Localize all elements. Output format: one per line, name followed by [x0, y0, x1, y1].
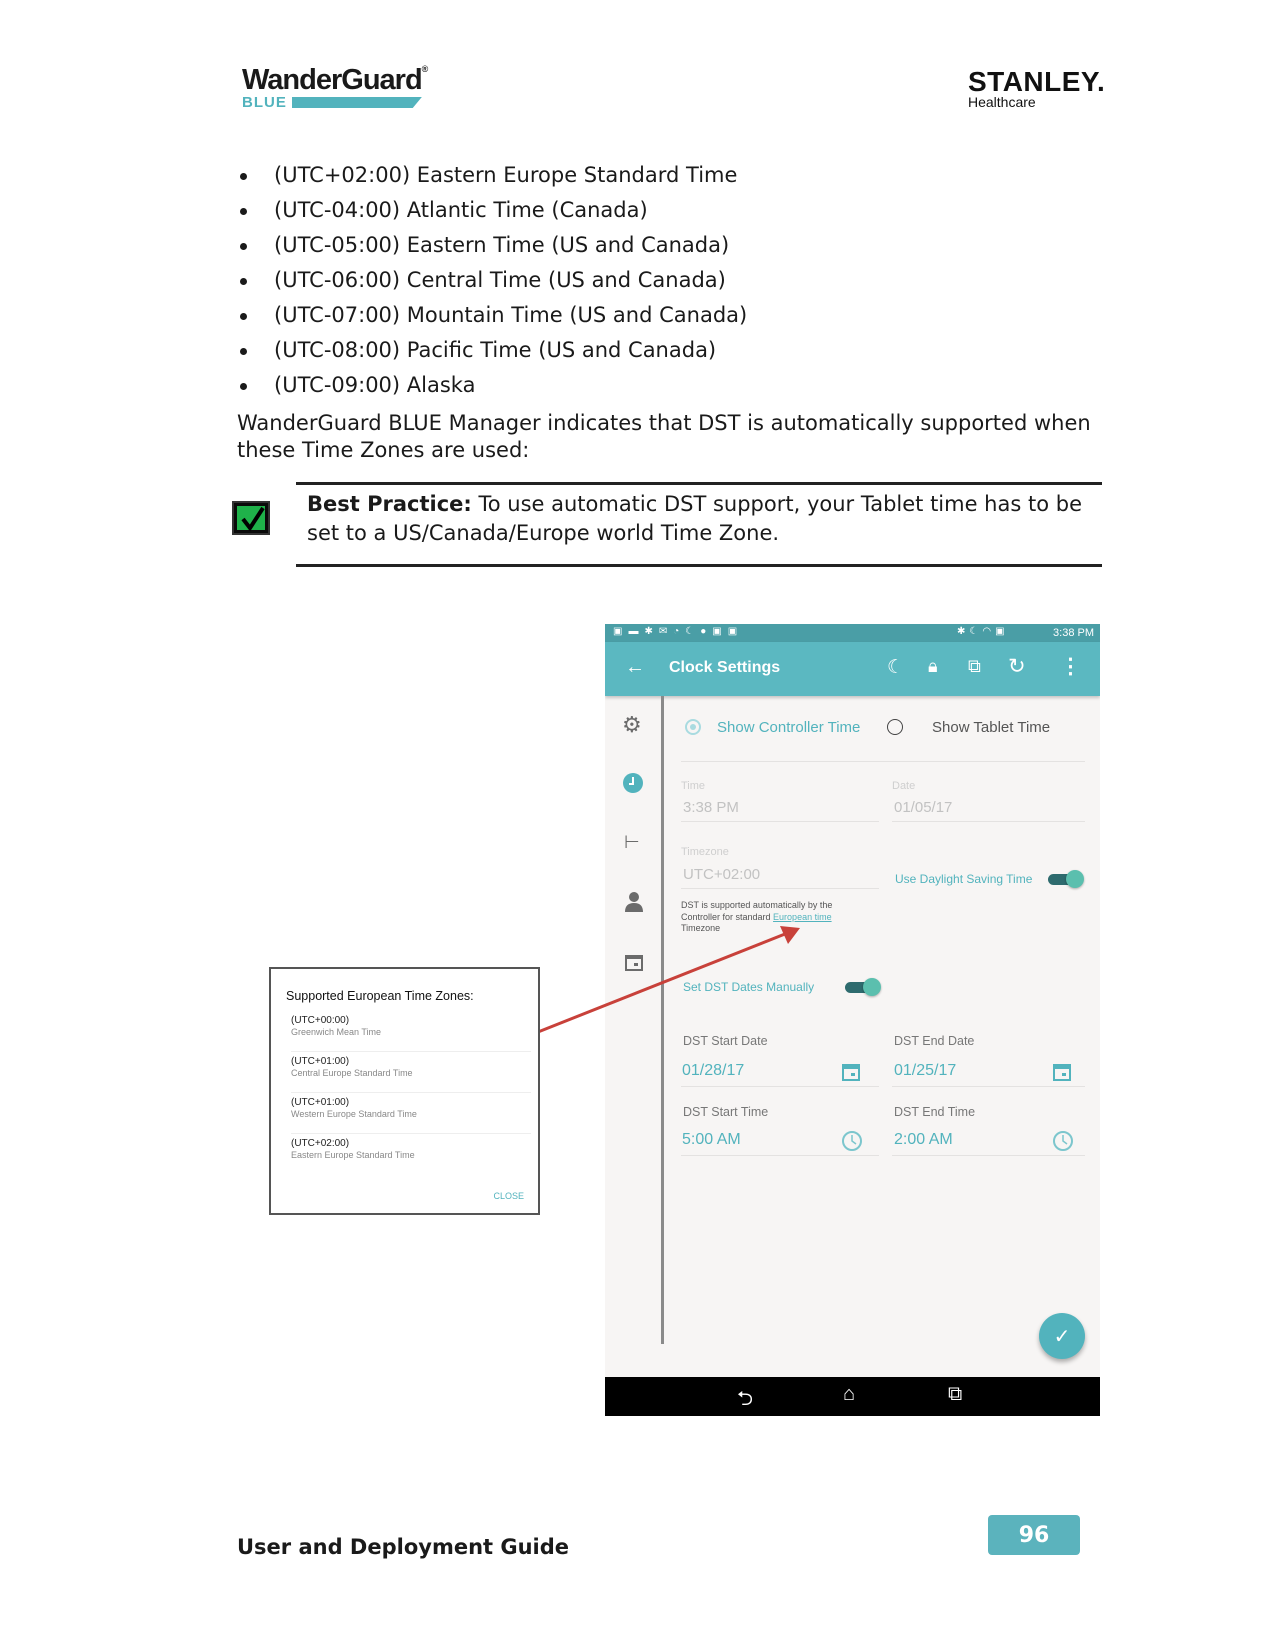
list-item[interactable]: (UTC+00:00) Greenwich Mean Time [291, 1011, 531, 1052]
list-item: (UTC-09:00) Alaska [236, 370, 747, 405]
list-item: (UTC-04:00) Atlantic Time (Canada) [236, 195, 747, 230]
footer-title: User and Deployment Guide [237, 1535, 570, 1559]
show-controller-time-label[interactable]: Show Controller Time [717, 719, 861, 736]
dst-end-time-field[interactable]: 2:00 AM [894, 1131, 953, 1148]
dst-start-date-field[interactable]: 01/28/17 [682, 1062, 745, 1079]
dst-end-time-label: DST End Time [894, 1105, 976, 1119]
list-item[interactable]: (UTC+01:00) Central Europe Standard Time [291, 1052, 531, 1093]
dst-end-date-field[interactable]: 01/25/17 [894, 1062, 957, 1079]
show-tablet-time-label[interactable]: Show Tablet Time [932, 719, 1051, 736]
home-icon[interactable]: ⌂ [843, 1383, 856, 1405]
timezone-label: Timezone [681, 846, 729, 858]
back-arrow-icon[interactable]: ← [625, 656, 645, 678]
system-icons: ✱☾◠▣ [957, 626, 1009, 637]
page-title: Clock Settings [669, 659, 781, 676]
date-label: Date [892, 780, 916, 792]
list-item[interactable]: (UTC+01:00) Western Europe Standard Time [291, 1093, 531, 1134]
european-time-link[interactable]: European time [773, 911, 832, 922]
date-field: 01/05/17 [894, 799, 953, 816]
best-practice-label: Best Practice: [307, 492, 472, 516]
gear-icon[interactable]: ⚙ [622, 712, 642, 737]
page-number: 96 [988, 1515, 1080, 1555]
back-icon[interactable]: ⮌ [737, 1388, 754, 1410]
time-label: Time [681, 780, 706, 792]
dst-start-time-label: DST Start Time [683, 1105, 769, 1119]
refresh-icon[interactable]: ↻ [1008, 655, 1026, 678]
list-item: (UTC-05:00) Eastern Time (US and Canada) [236, 230, 747, 265]
dst-start-date-label: DST Start Date [683, 1034, 768, 1048]
list-item: (UTC-06:00) Central Time (US and Canada) [236, 265, 747, 300]
body-paragraph: WanderGuard BLUE Manager indicates that DST is automatically supported when these Time Zones are used: [237, 411, 1091, 462]
close-button[interactable]: CLOSE [493, 1191, 524, 1201]
set-dst-manually-label: Set DST Dates Manually [683, 980, 815, 994]
stanley-sub: Healthcare [968, 94, 1036, 110]
timezone-field: UTC+02:00 [683, 866, 761, 883]
lock-icon[interactable]: 🔒︎ [928, 656, 938, 676]
screens-icon[interactable]: ⧉ [968, 656, 981, 676]
check-icon: ✓ [1053, 1325, 1071, 1348]
list-item: (UTC-07:00) Mountain Time (US and Canada) [236, 300, 747, 335]
dst-start-time-field[interactable]: 5:00 AM [682, 1131, 741, 1148]
tree-icon[interactable]: ⊢ [624, 832, 640, 852]
use-dst-label: Use Daylight Saving Time [895, 872, 1033, 886]
recents-icon[interactable]: ⧉ [948, 1383, 963, 1405]
notification-icons: ▣▬✱✉◔☾●▣▣ [613, 626, 744, 637]
dst-end-date-label: DST End Date [894, 1034, 975, 1048]
logo-sub: BLUE [242, 94, 287, 111]
dst-note: DST is supported automatically by the Controller for standard European time Timezone [681, 900, 833, 933]
dialog-title: Supported European Time Zones: [286, 989, 474, 1003]
stanley-text: STANLEY. [968, 66, 1106, 97]
supported-timezones-dialog [269, 967, 540, 1215]
status-time: 3:38 PM [1053, 627, 1094, 639]
time-field: 3:38 PM [683, 799, 739, 816]
registered-mark: ® [421, 64, 428, 74]
list-item: (UTC+02:00) Eastern Europe Standard Time [236, 160, 747, 195]
list-item[interactable]: (UTC+02:00) Eastern Europe Standard Time [291, 1138, 415, 1160]
moon-icon[interactable]: ☾ [887, 657, 905, 678]
best-practice-text: To use automatic DST support, your Tablet time has to be set to a US/Canada/Europe world Time Zone. [307, 492, 1082, 545]
more-menu-icon[interactable]: ⋮ [1060, 655, 1081, 678]
logo-text: WanderGuard [242, 64, 422, 96]
list-item: (UTC-08:00) Pacific Time (US and Canada) [236, 335, 747, 370]
